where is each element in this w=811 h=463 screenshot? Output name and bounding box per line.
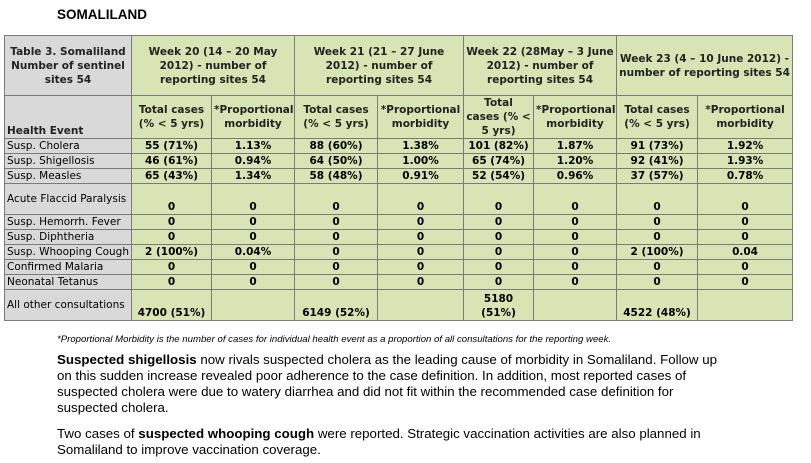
whooping-cough-paragraph: [57, 426, 733, 458]
prop-morbidity-cell: 0: [534, 230, 617, 245]
prop-morbidity-cell: 1.20%: [534, 154, 617, 169]
prop-morbidity-cell: 0: [378, 260, 464, 275]
table-row: [5, 230, 793, 245]
health-event-cell: Susp. Whooping Cough: [5, 245, 132, 260]
total-cases-cell: 6149 (52%): [295, 290, 378, 321]
table-row: [5, 154, 793, 169]
total-cases-cell: 2 (100%): [132, 245, 212, 260]
total-cases-header: Total cases (% < 5 yrs): [464, 96, 534, 139]
surveillance-table: [4, 35, 793, 321]
table-body: [5, 139, 793, 321]
prop-morbidity-cell: 1.13%: [212, 139, 295, 154]
prop-morbidity-cell: 0: [212, 275, 295, 290]
health-event-cell: Susp. Diphtheria: [5, 230, 132, 245]
prop-morbidity-cell: 0: [378, 230, 464, 245]
total-cases-cell: 58 (48%): [295, 169, 378, 184]
paragraph-text: were reported. Strategic vaccination activities are also planned in Somaliland to improve vaccination coverage.: [57, 426, 701, 457]
table-row: [5, 260, 793, 275]
health-event-cell: Susp. Hemorrh. Fever: [5, 215, 132, 230]
total-cases-cell: 46 (61%): [132, 154, 212, 169]
prop-morbidity-cell: 0: [698, 184, 793, 215]
total-cases-cell: 92 (41%): [617, 154, 698, 169]
health-event-cell: Susp. Cholera: [5, 139, 132, 154]
total-cases-cell: 91 (73%): [617, 139, 698, 154]
table-row: [5, 169, 793, 184]
prop-morbidity-cell: 0: [534, 275, 617, 290]
prop-morbidity-header: *Proportional morbidity: [698, 96, 793, 139]
total-cases-cell: 55 (71%): [132, 139, 212, 154]
total-cases-cell: 0: [132, 230, 212, 245]
total-cases-cell: 0: [295, 260, 378, 275]
total-cases-cell: 0: [464, 275, 534, 290]
health-event-cell: Neonatal Tetanus: [5, 275, 132, 290]
total-cases-cell: 0: [464, 184, 534, 215]
total-cases-cell: 0: [464, 215, 534, 230]
table-row: [5, 275, 793, 290]
total-cases-cell: 5180 (51%): [464, 290, 534, 321]
prop-morbidity-cell: 0.94%: [212, 154, 295, 169]
total-cases-cell: 65 (43%): [132, 169, 212, 184]
table-row: [5, 139, 793, 154]
total-cases-cell: 88 (60%): [295, 139, 378, 154]
prop-morbidity-header: *Proportional morbidity: [534, 96, 617, 139]
prop-morbidity-cell: 0: [212, 184, 295, 215]
week-header: Week 22 (28May – 3 June 2012) - number of reporting sites 54: [464, 36, 617, 96]
prop-morbidity-cell: 1.38%: [378, 139, 464, 154]
total-cases-cell: 52 (54%): [464, 169, 534, 184]
total-cases-cell: 37 (57%): [617, 169, 698, 184]
health-event-cell: All other consultations: [5, 290, 132, 321]
prop-morbidity-cell: 1.92%: [698, 139, 793, 154]
prop-morbidity-cell: [212, 290, 295, 321]
total-cases-cell: 64 (50%): [295, 154, 378, 169]
prop-morbidity-cell: 0: [698, 275, 793, 290]
total-cases-cell: 4700 (51%): [132, 290, 212, 321]
total-cases-cell: 0: [464, 260, 534, 275]
total-cases-cell: 0: [617, 230, 698, 245]
prop-morbidity-cell: 0.04: [698, 245, 793, 260]
total-cases-header: Total cases (% < 5 yrs): [617, 96, 698, 139]
table-row: [5, 184, 793, 215]
health-event-cell: Susp. Shigellosis: [5, 154, 132, 169]
total-cases-cell: 0: [132, 260, 212, 275]
total-cases-cell: 0: [617, 215, 698, 230]
total-cases-cell: 0: [295, 230, 378, 245]
prop-morbidity-cell: 0: [378, 275, 464, 290]
prop-morbidity-header: *Proportional morbidity: [378, 96, 464, 139]
shigellosis-paragraph: [57, 352, 733, 416]
prop-morbidity-cell: 0: [698, 260, 793, 275]
total-cases-cell: 0: [295, 275, 378, 290]
prop-morbidity-cell: 1.34%: [212, 169, 295, 184]
total-cases-cell: 0: [464, 245, 534, 260]
total-cases-cell: 2 (100%): [617, 245, 698, 260]
prop-morbidity-cell: 0: [212, 260, 295, 275]
total-cases-cell: 0: [295, 184, 378, 215]
total-cases-cell: 65 (74%): [464, 154, 534, 169]
prop-morbidity-cell: 0: [534, 245, 617, 260]
total-cases-cell: 0: [295, 215, 378, 230]
total-cases-header: Total cases (% < 5 yrs): [132, 96, 212, 139]
prop-morbidity-cell: 0.78%: [698, 169, 793, 184]
prop-morbidity-cell: 0: [534, 215, 617, 230]
prop-morbidity-cell: 1.87%: [534, 139, 617, 154]
total-cases-cell: 0: [132, 215, 212, 230]
total-cases-cell: 0: [617, 184, 698, 215]
total-cases-cell: 0: [295, 245, 378, 260]
emphasis-text: Suspected shigellosis: [57, 352, 197, 367]
emphasis-text: suspected whooping cough: [138, 426, 315, 441]
table-caption: Table 3. Somaliland Number of sentinel sites 54: [5, 36, 132, 96]
table-row: [5, 290, 793, 321]
week-header: Week 20 (14 – 20 May 2012) - number of reporting sites 54: [132, 36, 295, 96]
total-cases-cell: 0: [617, 260, 698, 275]
prop-morbidity-cell: 0: [378, 245, 464, 260]
prop-morbidity-cell: 0.96%: [534, 169, 617, 184]
prop-morbidity-cell: 1.00%: [378, 154, 464, 169]
prop-morbidity-cell: [534, 290, 617, 321]
health-event-cell: Acute Flaccid Paralysis: [5, 184, 132, 215]
health-event-cell: Confirmed Malaria: [5, 260, 132, 275]
total-cases-cell: 0: [617, 275, 698, 290]
prop-morbidity-cell: 1.93%: [698, 154, 793, 169]
prop-morbidity-cell: 0: [378, 215, 464, 230]
prop-morbidity-cell: [378, 290, 464, 321]
total-cases-cell: 4522 (48%): [617, 290, 698, 321]
prop-morbidity-cell: 0: [698, 215, 793, 230]
section-heading: SOMALILAND: [57, 7, 147, 22]
total-cases-cell: 101 (82%): [464, 139, 534, 154]
health-event-cell: Susp. Measles: [5, 169, 132, 184]
prop-morbidity-cell: [698, 290, 793, 321]
week-header: Week 21 (21 – 27 June 2012) - number of reporting sites 54: [295, 36, 464, 96]
prop-morbidity-cell: 0: [534, 184, 617, 215]
prop-morbidity-cell: 0: [534, 260, 617, 275]
total-cases-cell: 0: [132, 275, 212, 290]
prop-morbidity-header: *Proportional morbidity: [212, 96, 295, 139]
prop-morbidity-cell: 0: [698, 230, 793, 245]
week-header: Week 23 (4 – 10 June 2012) - number of reporting sites 54: [617, 36, 793, 96]
footnote: *Proportional Morbidity is the number of cases for individual health event as a proportion of all consultations for the reporting week.: [57, 334, 612, 345]
paragraph-text: Two cases of: [57, 426, 139, 441]
health-event-header: Health Event: [5, 96, 132, 139]
prop-morbidity-cell: 0.04%: [212, 245, 295, 260]
total-cases-cell: 0: [132, 184, 212, 215]
prop-morbidity-cell: 0: [212, 230, 295, 245]
prop-morbidity-cell: 0: [378, 184, 464, 215]
total-cases-header: Total cases (% < 5 yrs): [295, 96, 378, 139]
paragraph-text: now rivals suspected cholera as the leading cause of morbidity in Somaliland. Follow up on this sudden increase revealed poor adherence to the case definition. In addition, most reported cases of suspected cholera were due to watery diarrhea and did not fit within the recommended case definition for suspected cholera.: [57, 352, 718, 415]
table-row: [5, 215, 793, 230]
total-cases-cell: 0: [464, 230, 534, 245]
table-row: [5, 245, 793, 260]
prop-morbidity-cell: 0: [212, 215, 295, 230]
prop-morbidity-cell: 0.91%: [378, 169, 464, 184]
